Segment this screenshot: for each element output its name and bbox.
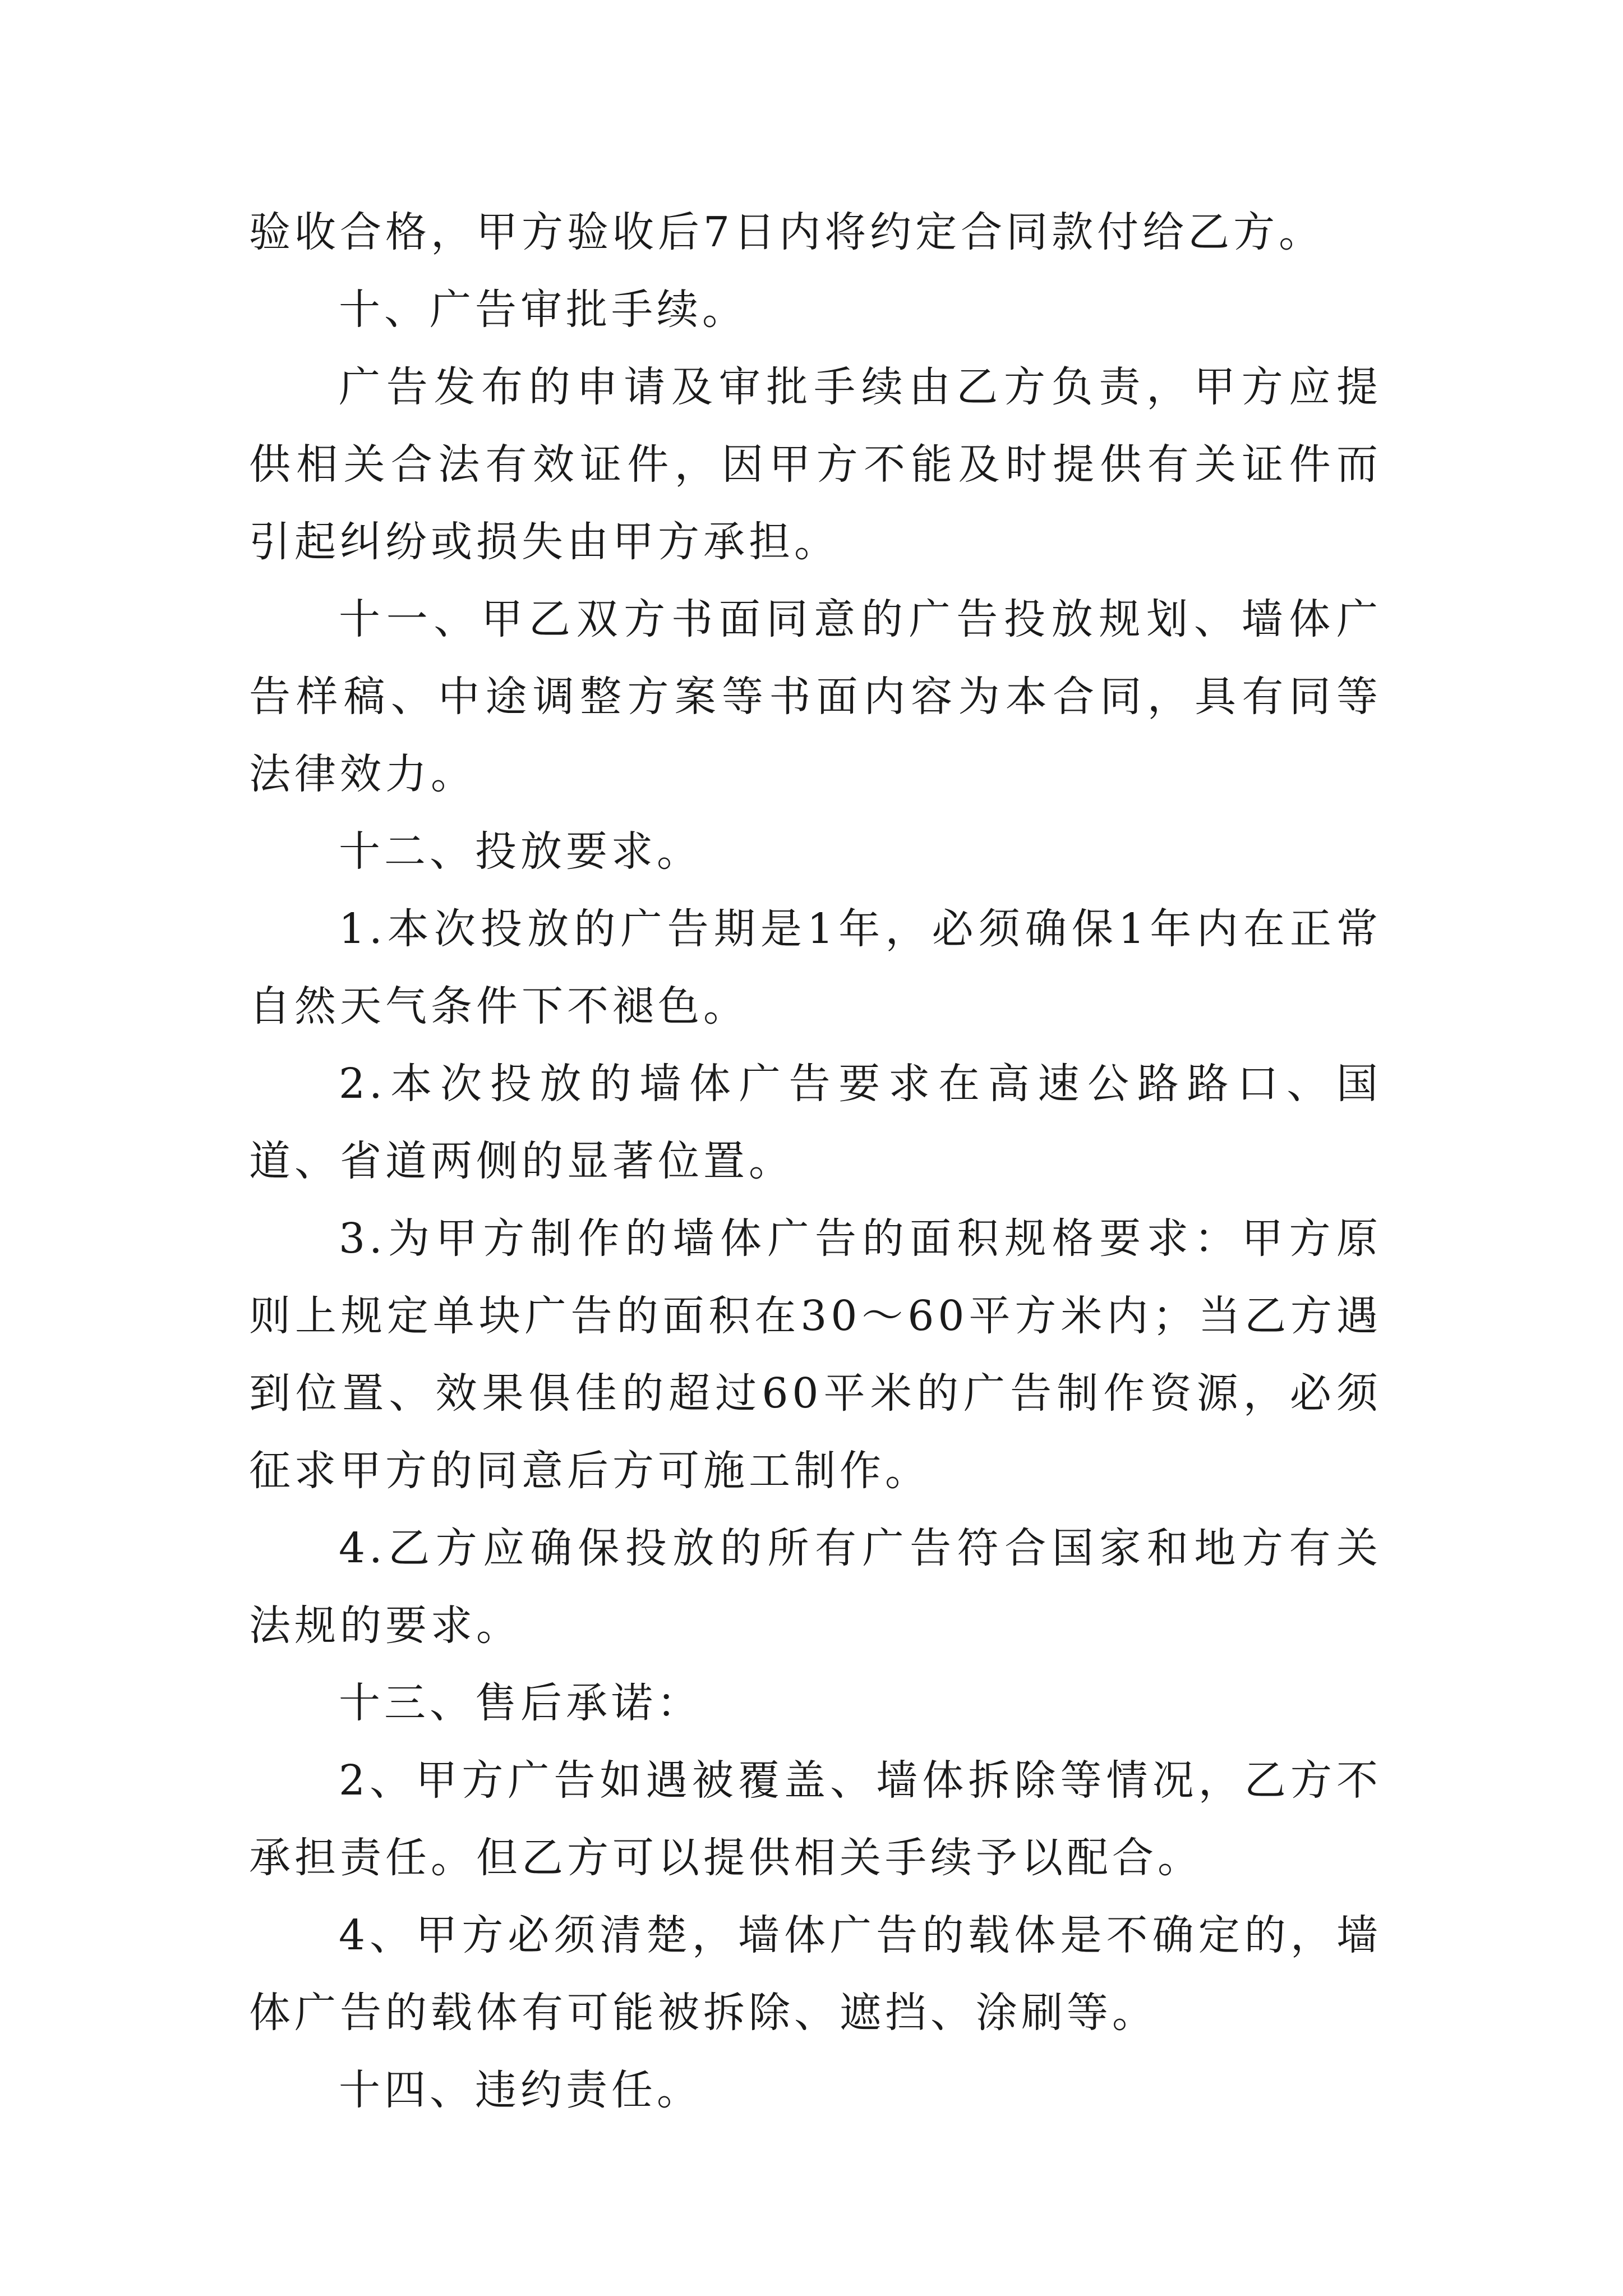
heading-ad-approval: 十、广告审批手续。 xyxy=(339,286,748,334)
paragraph-clause-eleven: 十一、甲乙双方书面同意的广告投放规划、墙体广告样稿、中途调整方案等书面内容为本合同，具有同等法律效力。 xyxy=(249,595,1382,798)
list-item-after-sales-2: 2、甲方广告如遇被覆盖、墙体拆除等情况，乙方不承担责任。但乙方可以提供相关手续予以配合。 xyxy=(249,1756,1382,1882)
list-item-requirement-4: 4.乙方应确保投放的所有广告符合国家和地方有关法规的要求。 xyxy=(249,1524,1382,1650)
paragraph-acceptance: 验收合格，甲方验收后7日内将约定合同款付给乙方。 xyxy=(249,208,1325,256)
list-item-requirement-3: 3.为甲方制作的墙体广告的面积规格要求：甲方原则上规定单块广告的面积在30～60平方米内；当乙方遇到位置、效果俱佳的超过60平米的广告制作资源，必须征求甲方的同意后方可施工制作。 xyxy=(249,1214,1382,1495)
heading-liability: 十四、违约责任。 xyxy=(339,2066,702,2114)
document-body xyxy=(249,194,1382,2129)
paragraph-ad-approval: 广告发布的申请及审批手续由乙方负责，甲方应提供相关合法有效证件，因甲方不能及时提供有关证件而引起纠纷或损失由甲方承担。 xyxy=(249,363,1382,566)
list-item-requirement-2: 2.本次投放的墙体广告要求在高速公路路口、国道、省道两侧的显著位置。 xyxy=(249,1060,1382,1185)
list-item-after-sales-4: 4、甲方必须清楚，墙体广告的载体是不确定的，墙体广告的载体有可能被拆除、遮挡、涂刷等。 xyxy=(249,1911,1382,2037)
heading-after-sales: 十三、售后承诺： xyxy=(339,1679,702,1727)
list-item-requirement-1: 1.本次投放的广告期是1年，必须确保1年内在正常自然天气条件下不褪色。 xyxy=(249,905,1382,1030)
heading-placement-requirements: 十二、投放要求。 xyxy=(339,827,702,876)
